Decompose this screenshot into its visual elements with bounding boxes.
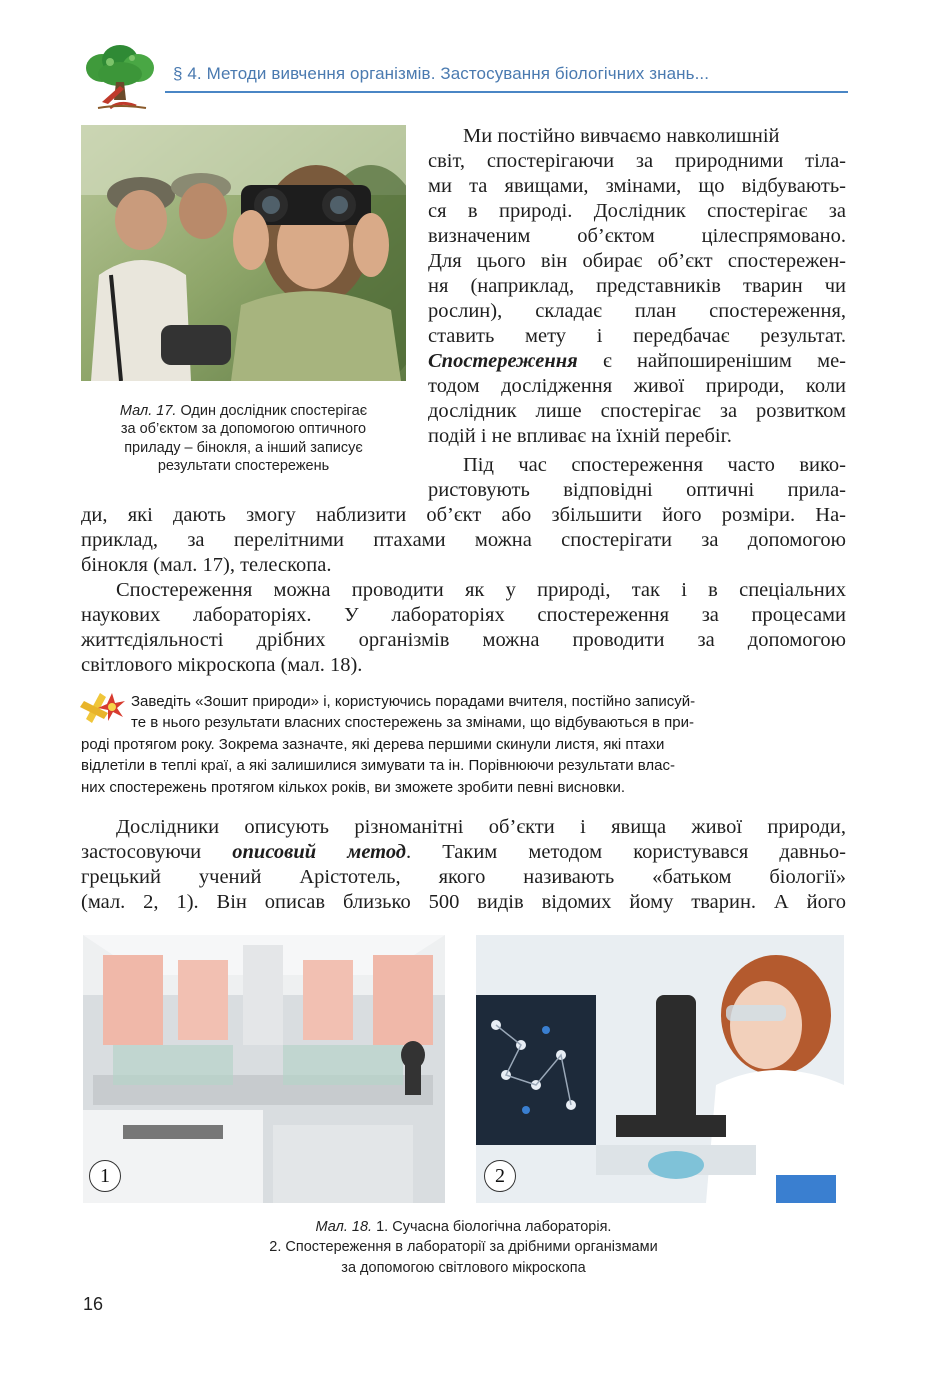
- fig17-caption-line: приладу – бінокля, а інший записує: [124, 440, 363, 456]
- paragraph-line: світ, спостерігаючи за природними тіла-: [428, 150, 846, 172]
- fig18-caption-line: за допомогою світлового мікроскопа: [341, 1260, 586, 1276]
- paragraph-text: . Таким методом користувався давньо-: [405, 841, 846, 863]
- header-divider: [165, 91, 848, 93]
- paragraph-line: Ми постійно вивчаємо навколишній: [463, 125, 780, 147]
- task-marker-icon: [80, 683, 128, 725]
- paragraph-line: грецький учений Арістотель, якого називають «батьком біології»: [81, 866, 846, 888]
- microscope-photo: [476, 935, 844, 1203]
- fig18-caption-line: [83, 1218, 844, 1236]
- paragraph-line: (мал. 2, 1). Він описав близько 500 видів відомих йому тварин. А його: [81, 891, 846, 913]
- term-descriptive-method: описовий метод: [232, 841, 406, 863]
- paragraph-line: тодом дослідження живої природи, коли: [428, 375, 846, 397]
- task-line: роді протягом року. Зокрема зазначте, які дерева першими скинули листя, які птахи: [81, 736, 665, 753]
- fig18-badge-2: 2: [484, 1160, 516, 1192]
- fig17-caption-line: [81, 402, 406, 420]
- tree-logo-icon: [80, 42, 165, 112]
- fig18-caption-text: 1. Сучасна біологічна лабораторія.: [372, 1219, 612, 1235]
- page-number: 16: [83, 1294, 104, 1314]
- fig17-label: Мал. 17.: [119, 403, 177, 419]
- paragraph-line: Спостереження можна проводити як у природі, так і в спеціальних: [116, 579, 846, 601]
- paragraph-text: застосовуючи: [81, 841, 233, 863]
- paragraph-line: світлового мікроскопа (мал. 18).: [81, 654, 363, 676]
- paragraph-line: визначеним об’єктом цілеспрямовано.: [428, 225, 846, 247]
- paragraph-line: Дослідники описують різноманітні об’єкти і явища живої природи,: [116, 816, 846, 838]
- task-line: відлетіли в теплі краї, а які залишилися зимувати та ін. Порівнюючи результати влас-: [81, 757, 676, 774]
- fig18-label: Мал. 18.: [315, 1219, 373, 1235]
- paragraph-line: ся в природі. Дослідник спостерігає за: [428, 200, 846, 222]
- paragraph-line: наукових лабораторіях. У лабораторіях спостереження за процесами: [81, 604, 846, 626]
- fig17-caption-line: результати спостережень: [157, 458, 330, 474]
- paragraph-line: [81, 840, 846, 865]
- header-title: § 4. Методи вивчення організмів. Застосування біологічних знань...: [173, 64, 710, 83]
- fig17-caption-line: за об’єктом за допомогою оптичного: [120, 421, 367, 437]
- term-observation: Спостереження: [428, 350, 578, 372]
- paragraph-line: [428, 349, 846, 374]
- paragraph-line: ристовують відповідні оптичні прила-: [428, 479, 846, 501]
- paragraph-line: ди, які дають змогу наблизити об’єкт або збільшити його розміри. На-: [81, 504, 846, 526]
- laboratory-photo: [83, 935, 445, 1203]
- paragraph-line: приклад, за перелітними птахами можна спостерігати за допомогою: [81, 529, 846, 551]
- paragraph-line: Для цього він обирає об’єкт спостережен-: [428, 250, 846, 272]
- paragraph-line: подій і не впливає на їхній перебіг.: [428, 425, 732, 447]
- paragraph-line: бінокля (мал. 17), телескопа.: [81, 554, 332, 576]
- fig18-caption-line: 2. Спостереження в лабораторії за дрібними організмами: [269, 1239, 658, 1255]
- paragraph-line: ня (наприклад, представників тварин чи: [428, 275, 846, 297]
- paragraph-line: ми та явищами, змінами, що відбувають-: [428, 175, 846, 197]
- paragraph-line: життєдіяльності дрібних організмів можна проводити за допомогою: [81, 629, 846, 651]
- paragraph-line: рослин), складає план спостереження,: [428, 300, 846, 322]
- binoculars-photo: [81, 125, 406, 381]
- fig17-caption-text: Один дослідник спостерігає: [176, 403, 368, 419]
- paragraph-line: дослідник лише спостерігає за розвитком: [428, 400, 846, 422]
- paragraph-line: ставить мету і передбачає результат.: [428, 325, 846, 347]
- paragraph-line: Під час спостереження часто вико-: [463, 454, 846, 476]
- fig18-badge-1: 1: [89, 1160, 121, 1192]
- paragraph-text: є найпоширенішим ме-: [577, 350, 846, 372]
- task-line: те в нього результати власних спостережень за змінами, що відбуваються в при-: [131, 714, 694, 731]
- task-line: Заведіть «Зошит природи» і, користуючись порадами вчителя, постійно записуй-: [131, 693, 696, 710]
- task-line: них спостережень протягом кількох років, ви зможете зробити певні висновки.: [81, 779, 626, 796]
